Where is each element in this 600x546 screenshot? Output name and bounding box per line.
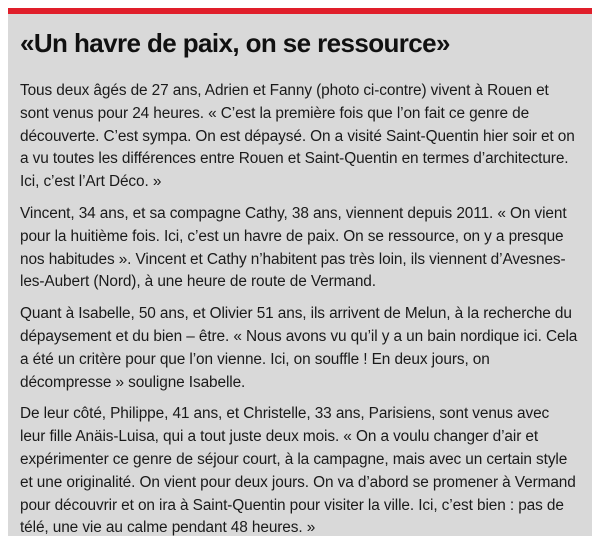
article-paragraph-1: Tous deux âgés de 27 ans, Adrien et Fanny (photo ci-contre) vivent à Rouen et sont venus pour 24 heures. « C’est la première fois que l’on fait ce genre de découverte. C’est sympa. On est dépaysé. On a visité Saint-Quentin hier soir et on a vu toutes les différences entre Rouen et Saint-Quentin en termes d’architecture. Ici, c’est l’Art Déco. » xyxy=(20,82,575,191)
article-paragraph-2: Vincent, 34 ans, et sa compagne Cathy, 38 ans, viennent depuis 2011. « On vient pour la huitième fois. Ici, c’est un havre de paix. On se ressource, on y a presque nos habitudes ». Vincent et Cathy n’habitent pas très loin, ils viennent d’Avesnes-les-Aubert (Nord), à une heure de route de Vermand. xyxy=(20,204,567,291)
article-box xyxy=(8,8,592,536)
article-title: «Un havre de paix, on se ressource» xyxy=(20,28,450,58)
article-paragraph-3: Quant à Isabelle, 50 ans, et Olivier 51 ans, ils arrivent de Melun, à la recherche du dépaysement et du bien – être. « Nous avons vu qu’il y a un bain nordique ici. Cela a été un critère pour que l’on vienne. Ici, on souffle ! En deux jours, on décompresse » souligne Isabelle. xyxy=(20,305,578,391)
article-paragraph-4: De leur côté, Philippe, 41 ans, et Christelle, 33 ans, Parisiens, sont venus avec leur fille Anäis-Luisa, qui a tout juste deux mois. « On a voulu changer d’air et expérimenter ce genre de séjour court, à la campagne, mais avec un certain style et une originalité. On vient pour deux jours. On va d’abord se promener à Vermand pour découvrir et on ira à Saint-Quentin pour visiter la ville. Ici, c’est bien : pas de télé, une vie au calme pendant 48 heures. » xyxy=(20,405,576,537)
